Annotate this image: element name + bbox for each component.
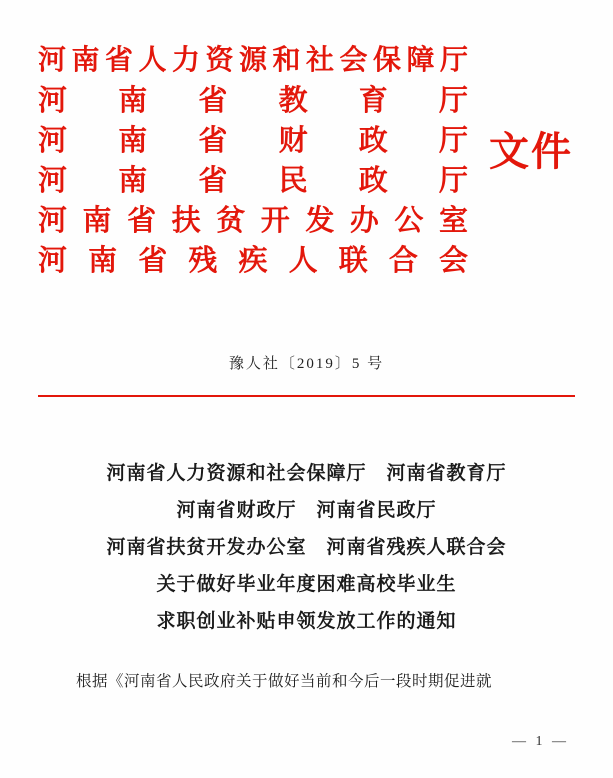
agency-line-4: 河南省民政厅	[38, 163, 468, 197]
document-word-label: 文件	[489, 128, 573, 175]
title-line-5: 求职创业补贴申领发放工作的通知	[156, 610, 457, 632]
document-number: 豫人社〔2019〕5 号	[228, 356, 385, 372]
title-line-3: 河南省扶贫开发办公室 河南省残疾人联合会	[106, 536, 507, 558]
agency-line-2: 河南省教育厅	[38, 83, 468, 117]
document-title	[0, 455, 613, 640]
body-paragraph: 根据《河南省人民政府关于做好当前和今后一段时期促进就	[76, 673, 493, 690]
page-number: — 1 —	[512, 734, 569, 749]
agency-line-3: 河南省财政厅	[38, 123, 468, 157]
red-divider-rule	[38, 395, 575, 397]
title-line-4: 关于做好毕业年度困难高校毕业生	[156, 573, 457, 595]
title-line-2: 河南省财政厅 河南省民政厅	[176, 499, 437, 521]
agency-name-block	[38, 40, 468, 280]
agency-line-6: 河南省残疾人联合会	[38, 243, 468, 277]
document-body	[44, 668, 569, 696]
agency-line-5: 河南省扶贫开发办公室	[38, 203, 468, 237]
agency-line-1: 河南省人力资源和社会保障厅	[38, 43, 468, 76]
title-line-1: 河南省人力资源和社会保障厅 河南省教育厅	[106, 462, 507, 484]
masthead	[0, 0, 613, 290]
